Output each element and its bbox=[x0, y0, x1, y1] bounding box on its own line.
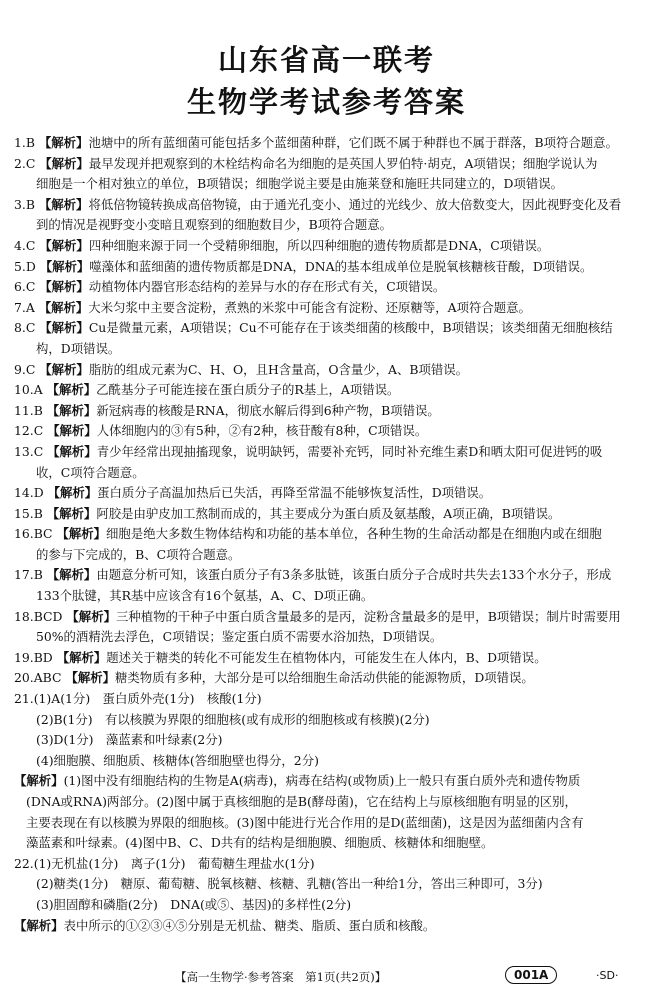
answer-key: 2.C bbox=[14, 155, 36, 171]
answer-line bbox=[14, 360, 641, 381]
sub-answer-line bbox=[14, 751, 641, 772]
answer-text: 到的情况是视野变小变暗且观察到的细胞数目少，B项符合题意。 bbox=[36, 217, 393, 233]
answer-line bbox=[14, 298, 641, 319]
sub-answer-text: (2)糖类(1分) 糖原、葡萄糖、脱氧核糖、核糖、乳糖(答出一种给1分，答出三种即可，3分) bbox=[36, 876, 543, 892]
analysis-tag: 【解析】 bbox=[46, 505, 97, 521]
answer-text: 的参与下完成的，B、C项符合题意。 bbox=[36, 546, 241, 562]
sub-answer-line bbox=[14, 730, 641, 751]
answer-text: 细胞是绝大多数生物体结构和功能的基本单位，各种生物的生命活动都是在细胞内或在细胞 bbox=[106, 526, 602, 542]
answer-text: 人体细胞内的③有5种，②有2种，核苷酸有8种，C项错误。 bbox=[96, 423, 428, 439]
answer-key: 21. bbox=[14, 691, 34, 707]
answer-text: 最早发现并把观察到的木栓结构命名为细胞的是英国人罗伯特·胡克，A项错误；细胞学说认为 bbox=[88, 155, 598, 171]
answer-text: 池塘中的所有蓝细菌可能包括多个蓝细菌种群，它们既不属于种群也不属于群落，B项符合题意。 bbox=[88, 135, 618, 150]
answer-key: 11.B bbox=[14, 402, 43, 418]
analysis-tag: 【解析】 bbox=[39, 279, 89, 295]
analysis-tag: 【解析】 bbox=[56, 649, 107, 665]
answer-text: 青少年经常出现抽搐现象，说明缺钙，需要补充钙，同时补充维生素D和晒太阳可促进钙的吸 bbox=[96, 443, 603, 459]
sub-answer-line bbox=[14, 874, 641, 895]
answer-line bbox=[14, 627, 641, 648]
analysis-tag: 【解析】 bbox=[39, 155, 89, 171]
paper-code-badge: 001A bbox=[505, 966, 557, 984]
sub-answer-text: (3)D(1分) 藻蓝素和叶绿素(2分) bbox=[36, 732, 223, 748]
sub-answer-text: (1)A(1分) 蛋白质外壳(1分) 核酸(1分) bbox=[33, 691, 262, 707]
answer-line bbox=[14, 339, 641, 360]
answer-text: 动植物体内器官形态结构的差异与水的存在形式有关，C项错误。 bbox=[88, 279, 446, 295]
analysis-tag: 【解析】 bbox=[14, 917, 64, 933]
sub-answer-text: (1)无机盐(1分) 离子(1分) 葡萄糖生理盐水(1分) bbox=[33, 855, 315, 871]
answer-line bbox=[14, 668, 641, 689]
analysis-tag: 【解析】 bbox=[47, 423, 97, 439]
sub-answer-text: (4)细胞膜、细胞质、核糖体(答细胞壁也得分，2分) bbox=[36, 752, 319, 768]
answer-text: 由题意分析可知，该蛋白质分子有3条多肽链，该蛋白质分子合成时共失去133个水分子，形成 bbox=[96, 567, 612, 583]
sub-answer-line bbox=[14, 689, 641, 710]
answer-text: 脂肪的组成元素为C、H、O，且H含量高，O含量少，A、B项错误。 bbox=[88, 361, 469, 377]
answer-line bbox=[14, 133, 641, 154]
answer-key: 14.D bbox=[14, 485, 44, 501]
answer-key: 5.D bbox=[14, 258, 36, 274]
page-title: 山东省高一联考 bbox=[217, 43, 435, 77]
sub-answer-line bbox=[14, 895, 641, 916]
analysis-line bbox=[14, 792, 641, 813]
answer-line bbox=[14, 318, 641, 339]
answer-text: 糖类物质有多种，大部分是可以给细胞生命活动供能的能源物质，D项错误。 bbox=[115, 670, 534, 686]
analysis-tag: 【解析】 bbox=[38, 135, 89, 150]
analysis-tag: 【解析】 bbox=[38, 196, 89, 212]
answer-line bbox=[14, 586, 641, 607]
answer-key: 9.C bbox=[14, 361, 36, 377]
answer-line bbox=[14, 607, 641, 628]
answer-text: 蛋白质分子高温加热后已失活，再降至常温不能够恢复活性，D项错误。 bbox=[97, 485, 492, 501]
answer-key: 1.B bbox=[14, 135, 35, 150]
answer-line bbox=[14, 257, 641, 278]
answer-line bbox=[14, 401, 641, 422]
answer-text: 新冠病毒的核酸是RNA，彻底水解后得到6种产物，B项错误。 bbox=[96, 402, 440, 418]
answer-text: 噬藻体和蓝细菌的遗传物质都是DNA，DNA的基本组成单位是脱氧核糖核苷酸，D项错误。 bbox=[89, 258, 593, 274]
answer-key: 16.BC bbox=[14, 526, 53, 542]
footer-text: 【高一生物学·参考答案 第1页(共2页)】 bbox=[175, 970, 387, 984]
answer-line bbox=[14, 174, 641, 195]
analysis-tag: 【解析】 bbox=[47, 443, 97, 459]
analysis-tag: 【解析】 bbox=[38, 299, 89, 315]
answer-key: 6.C bbox=[14, 279, 36, 295]
answer-key: 4.C bbox=[14, 237, 36, 253]
analysis-tag: 【解析】 bbox=[56, 526, 107, 542]
page-footer bbox=[0, 966, 653, 988]
analysis-tag: 【解析】 bbox=[14, 773, 64, 789]
answer-line bbox=[14, 545, 641, 566]
analysis-tag: 【解析】 bbox=[66, 608, 116, 624]
sub-answer-line bbox=[14, 854, 641, 875]
analysis-tag: 【解析】 bbox=[46, 567, 97, 583]
analysis-text: (1)图中没有细胞结构的生物是A(病毒)，病毒在结构(或物质)上一般只有蛋白质外壳和遗传物质 bbox=[63, 773, 581, 789]
answer-line bbox=[14, 154, 641, 175]
answer-text: Cu是微量元素，A项错误；Cu不可能存在于该类细菌的核酸中，B项错误；该类细菌无细胞核结 bbox=[88, 320, 613, 336]
answer-key: 3.B bbox=[14, 196, 35, 212]
analysis-tag: 【解析】 bbox=[65, 670, 115, 686]
analysis-text: 主要表现在有以核膜为界限的细胞核。(3)图中能进行光合作用的是D(蓝细菌)，这是因为蓝细菌内含有 bbox=[26, 814, 584, 830]
answer-key: 19.BD bbox=[14, 649, 53, 665]
answer-text: 133个肽键，其R基中应该含有16个氨基，A、C、D项正确。 bbox=[36, 588, 374, 604]
answer-key: 10.A bbox=[14, 382, 43, 398]
answer-text: 三种植物的干种子中蛋白质含量最多的是丙，淀粉含量最多的是甲，B项错误；制片时需要用 bbox=[115, 608, 621, 624]
answer-line bbox=[14, 236, 641, 257]
analysis-tag: 【解析】 bbox=[46, 402, 97, 418]
answer-key: 18.BCD bbox=[14, 608, 63, 624]
analysis-line bbox=[14, 916, 641, 937]
sub-answer-text: (2)B(1分) 有以核膜为界限的细胞核(或有成形的细胞核或有核膜)(2分) bbox=[36, 711, 430, 727]
answer-line bbox=[14, 648, 641, 669]
analysis-line bbox=[14, 813, 641, 834]
answer-text: 题述关于糖类的转化不可能发生在植物体内，可能发生在人体内，B、D项错误。 bbox=[106, 649, 547, 665]
answer-text: 乙酰基分子可能连接在蛋白质分子的R基上，A项错误。 bbox=[96, 382, 400, 398]
answer-line bbox=[14, 524, 641, 545]
answer-text: 构，D项错误。 bbox=[36, 340, 121, 356]
answer-content bbox=[14, 133, 641, 936]
answer-line bbox=[14, 195, 641, 216]
answer-line bbox=[14, 421, 641, 442]
answer-line bbox=[14, 463, 641, 484]
answer-key: 20.ABC bbox=[14, 670, 62, 686]
analysis-text: (DNA或RNA)两部分。(2)图中属于真核细胞的是B(酵母菌)，它在结构上与原核细胞有明显的区别， bbox=[26, 794, 577, 809]
answer-line bbox=[14, 277, 641, 298]
answer-key: 8.C bbox=[14, 320, 36, 336]
analysis-text: 藻蓝素和叶绿素。(4)图中B、C、D共有的结构是细胞膜、细胞质、核糖体和细胞壁。 bbox=[26, 835, 494, 851]
answer-key: 13.C bbox=[14, 443, 44, 459]
answer-line bbox=[14, 215, 641, 236]
answer-key: 17.B bbox=[14, 567, 43, 583]
analysis-line bbox=[14, 771, 641, 792]
answer-line bbox=[14, 442, 641, 463]
sub-answer-line bbox=[14, 710, 641, 731]
analysis-tag: 【解析】 bbox=[39, 361, 89, 377]
region-mark: ·SD· bbox=[596, 969, 619, 982]
answer-line bbox=[14, 483, 641, 504]
page-subtitle: 生物学考试参考答案 bbox=[186, 85, 466, 119]
analysis-text: 表中所示的①②③④⑤分别是无机盐、糖类、脂质、蛋白质和核酸。 bbox=[63, 917, 436, 933]
sub-answer-text: (3)胆固醇和磷脂(2分) DNA(或⑤、基因)的多样性(2分) bbox=[36, 896, 352, 912]
answer-line bbox=[14, 380, 641, 401]
analysis-line bbox=[14, 833, 641, 854]
analysis-tag: 【解析】 bbox=[39, 237, 89, 253]
answer-line bbox=[14, 504, 641, 525]
analysis-tag: 【解析】 bbox=[39, 258, 90, 274]
answer-text: 将低倍物镜转换成高倍物镜，由于通光孔变小、通过的光线少、放大倍数变大，因此视野变化及看 bbox=[88, 196, 622, 212]
answer-text: 大米匀浆中主要含淀粉，煮熟的米浆中可能含有淀粉、还原糖等，A项符合题意。 bbox=[88, 299, 531, 315]
answer-text: 50%的酒精洗去浮色，C项错误；鉴定蛋白质不需要水浴加热，D项错误。 bbox=[36, 629, 443, 645]
answer-text: 四种细胞来源于同一个受精卵细胞，所以四种细胞的遗传物质都是DNA，C项错误。 bbox=[88, 237, 550, 253]
answer-key: 7.A bbox=[14, 299, 35, 315]
answer-line bbox=[14, 565, 641, 586]
analysis-tag: 【解析】 bbox=[39, 320, 89, 336]
answer-key: 12.C bbox=[14, 423, 44, 439]
answer-text: 细胞是一个相对独立的单位，B项错误；细胞学说主要是由施莱登和施旺共同建立的，D项错误。 bbox=[36, 176, 564, 192]
analysis-tag: 【解析】 bbox=[46, 382, 97, 398]
answer-text: 收，C项符合题意。 bbox=[36, 464, 145, 480]
answer-key: 15.B bbox=[14, 505, 43, 521]
analysis-tag: 【解析】 bbox=[47, 485, 98, 501]
answer-text: 阿胶是由驴皮加工熬制而成的，其主要成分为蛋白质及氨基酸，A项正确，B项错误。 bbox=[96, 505, 561, 521]
answer-key: 22. bbox=[14, 855, 34, 871]
